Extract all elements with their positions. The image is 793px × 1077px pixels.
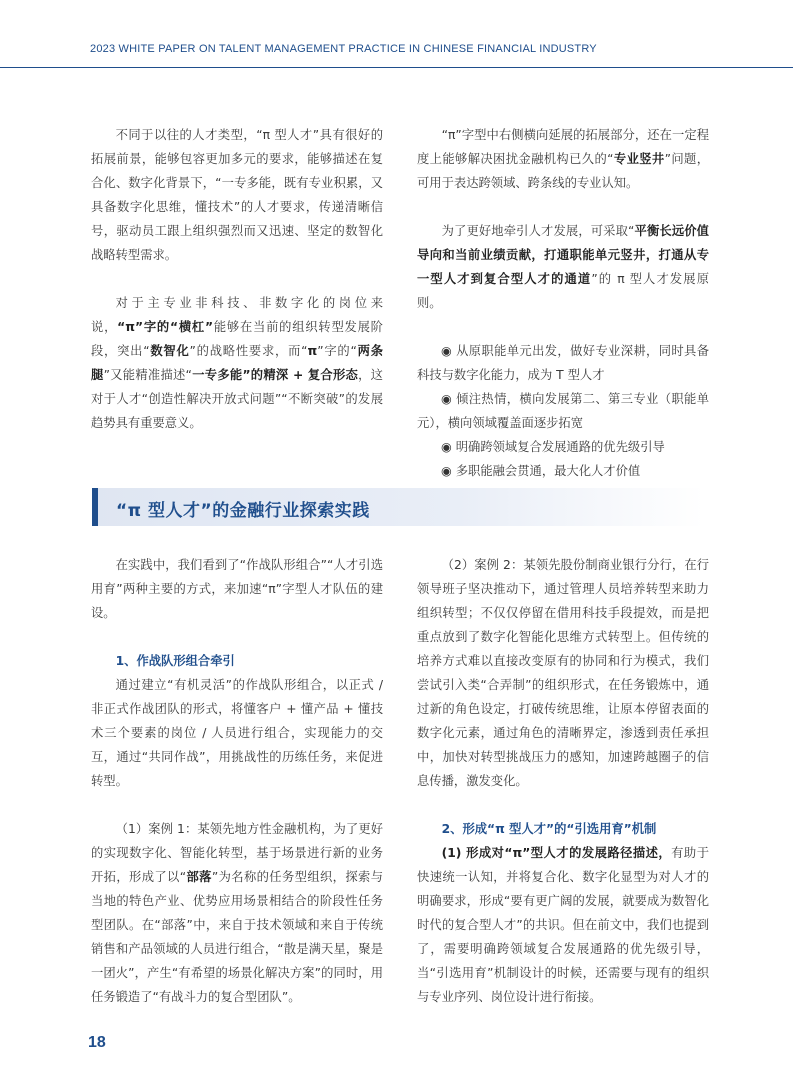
bullet-text: 倾注热情，横向发展第二、第三专业（职能单元），横向领域覆盖面逐步拓宽	[417, 392, 709, 430]
text-run: ”字的“	[317, 344, 357, 358]
page-number: 18	[88, 1034, 106, 1051]
bold-text: 部落	[186, 870, 212, 884]
text-run: ”又能精准描述“	[103, 368, 192, 382]
text-run: ”问题，可用于表达跨领域、跨条线的专业认知。	[417, 152, 710, 190]
bullet-text: 多职能融会贯通，最大化人才价值	[455, 464, 641, 478]
text-run: 有助于快速统一认知，并将复合化、数字化显型为对人才的明确要求，形成“要有更广阔的发展，就要成为数智化时代的复合型人才”的共识。但在前文中，我们也提到了，需要明确跨领域复合发展通路的优先级引导，当“引选用育”机制设计的时候，还需要与现有的组织与专业序列、岗位设计进行衔接。	[417, 846, 709, 1004]
bullet-icon: ◉	[441, 392, 453, 406]
bottom-left-column	[91, 553, 383, 1009]
bullet-icon: ◉	[441, 464, 452, 478]
subheading: 2、形成“π 型人才”的“引选用育”机制	[441, 822, 657, 836]
bullet-item	[417, 435, 709, 459]
bold-text: 数智化	[149, 344, 190, 358]
bold-text: “π”字的“横杠”	[117, 320, 214, 334]
bold-text: 专业竖井	[613, 152, 665, 166]
text-run: ，这对于人才“创造性解决开放式问题”“不断突破”的发展趋势具有重要意义。	[91, 368, 383, 430]
bottom-right-column	[417, 553, 709, 1009]
paragraph: （2）案例 2：某领先股份制商业银行分行，在行领导班子坚决推动下，通过管理人员培养转型来助力组织转型；不仅仅停留在借用科技手段提效，而是把重点放到了数字化智能化思维方式转型上。但传统的培养方式难以直接改变原有的协同和行为模式，我们尝试引入类“合弄制”的组织形式，在任务锻炼中，通过新的角色设定，打破传统思维，让原本停留表面的数字化元素，通过角色的清晰界定，渗透到责任承担中，加快对转型挑战压力的感知，加速跨越圈子的信息传播，激发变化。	[417, 558, 709, 788]
paragraph	[91, 291, 383, 435]
bold-text: (1) 形成对“π”型人才的发展路径描述，	[441, 846, 672, 860]
paragraph	[91, 817, 383, 1009]
section-accent-bar	[92, 488, 98, 526]
text-run: 能够在当前的组织转型发展阶段，突出“	[91, 320, 383, 358]
bullet-icon: ◉	[441, 344, 453, 358]
text-run: （1）案例 1：某领先地方性金融机构，为了更好的实现数字化、智能化转型，基于场景进行新的业务开拓，形成了以“	[91, 822, 383, 884]
bullet-item	[417, 387, 709, 435]
paragraph	[417, 123, 709, 195]
top-left-column	[91, 123, 383, 435]
bold-text: π	[307, 344, 318, 358]
text-run: “π”字型中右侧横向延展的拓展部分，还在一定程度上能够解决困扰金融机构已久的“	[417, 128, 709, 166]
bullet-text: 从原职能单元出发，做好专业深耕，同时具备科技与数字化能力，成为 T 型人才	[417, 344, 709, 382]
bold-text: 一专多能”的精深 + 复合形态	[191, 368, 359, 382]
paragraph	[417, 841, 709, 1009]
paragraph: 通过建立“有机灵活”的作战队形组合，以正式 / 非正式作战团队的形式，将懂客户 + 懂产品 + 懂技术三个要素的岗位 / 人员进行组合，实现能力的交互，通过“共同作战”，用挑战性的历练任务，来促进转型。	[91, 678, 383, 788]
paragraph: 在实践中，我们看到了“作战队形组合”“人才引选用育”两种主要的方式，来加速“π”字型人才队伍的建设。	[91, 558, 383, 620]
bullet-text: 明确跨领域复合发展通路的优先级引导	[455, 440, 665, 454]
header-title: 2023 WHITE PAPER ON TALENT MANAGEMENT PRACTICE IN CHINESE FINANCIAL INDUSTRY	[90, 43, 597, 55]
bullet-icon: ◉	[441, 440, 452, 454]
text-run: ”的战略性要求，而“	[189, 344, 308, 358]
section-heading	[92, 488, 704, 526]
text-run: 对于主专业非科技、非数字化的岗位来说，	[91, 296, 383, 334]
section-title: “π 型人才”的金融行业探索实践	[116, 501, 370, 521]
bullet-item	[417, 339, 709, 387]
page-header	[0, 0, 793, 68]
text-run: ”的 π 型人才发展原则。	[417, 272, 709, 310]
text-run: 为了更好地牵引人才发展，可采取“	[441, 224, 635, 238]
paragraph	[417, 219, 709, 315]
text-run: ”为名称的任务型组织，探索与当地的特色产业、优势应用场景相结合的阶段性任务型团队。在“部落”中，来自于技术领域和来自于传统销售和产品领域的人员进行组合，“散是满天星，聚是一团火”，产生“有希望的场景化解决方案”的同时，用任务锻造了“有战斗力的复合型团队”。	[91, 870, 383, 1004]
bold-text: 两条腿	[91, 344, 383, 382]
paragraph: 不同于以往的人才类型，“π 型人才”具有很好的拓展前景，能够包容更加多元的要求，能够描述在复合化、数字化背景下，“一专多能，既有专业积累，又具备数字化思维，懂技术”的人才要求，传递清晰信号，驱动员工跟上组织强烈而又迅速、坚定的数智化战略转型需求。	[91, 128, 383, 262]
bold-text: 平衡长远价值导向和当前业绩贡献，打通职能单元竖井，打通从专一型人才到复合型人才的通道	[417, 224, 709, 286]
top-right-column	[417, 123, 709, 483]
subheading: 1、作战队形组合牵引	[115, 654, 235, 668]
bullet-item	[417, 459, 709, 483]
